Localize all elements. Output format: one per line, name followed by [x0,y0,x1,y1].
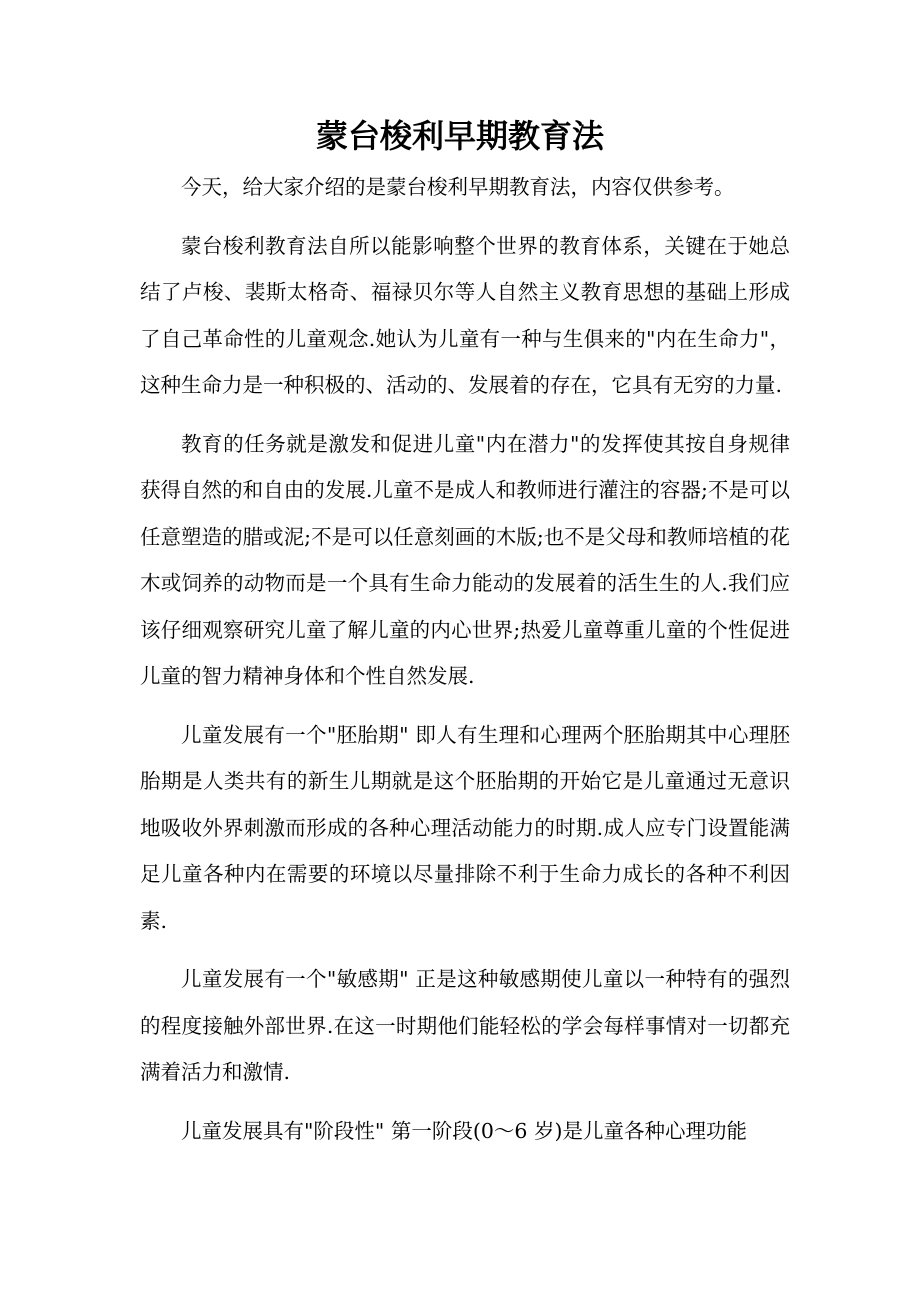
document-title: 蒙台梭利早期教育法 [315,117,604,155]
paragraph-sensitive-period: 儿童发展有一个"敏感期" 正是这种敏感期使儿童以一种特有的强烈的程度接触外部世界.在这一时期他们能轻松的学会每样事情对一切都充满着活力和激情. [140,967,790,1084]
paragraph-stages: 儿童发展具有"阶段性" 第一阶段(0～6 岁)是儿童各种心理功能 [181,1118,747,1143]
paragraph-montessori-method: 蒙台梭利教育法自所以能影响整个世界的教育体系，关键在于她总结了卢梭、裴斯太格奇、福禄贝尔等人自然主义教育思想的基础上形成了自己革命性的儿童观念.她认为儿童有一种与生俱来的"内在生命力"，这种生命力是一种积极的、活动的、发展着的存在，它具有无穷的力量. [140,233,790,397]
document-body [140,164,790,1166]
paragraph-embryonic-period: 儿童发展有一个"胚胎期" 即人有生理和心理两个胚胎期其中心理胚胎期是人类共有的新生儿期就是这个胚胎期的开始它是儿童通过无意识地吸收外界刺激而形成的各种心理活动能力的时期.成人应专门设置能满足儿童各种内在需要的环境以尽量排除不利于生命力成长的各种不利因素. [140,722,790,933]
paragraph-intro: 今天，给大家介绍的是蒙台梭利早期教育法，内容仅供参考。 [181,175,735,199]
paragraph-education-task: 教育的任务就是激发和促进儿童"内在潜力"的发挥使其按自身规律获得自然的和自由的发展.儿童不是成人和教师进行灌注的容器;不是可以任意塑造的腊或泥;不是可以任意刻画的木版;也不是父母和教师培植的花木或饲养的动物而是一个具有生命力能动的发展着的活生生的人.我们应该仔细观察研究儿童了解儿童的内心世界;热爱儿童尊重儿童的个性促进儿童的智力精神身体和个性自然发展. [140,431,790,688]
